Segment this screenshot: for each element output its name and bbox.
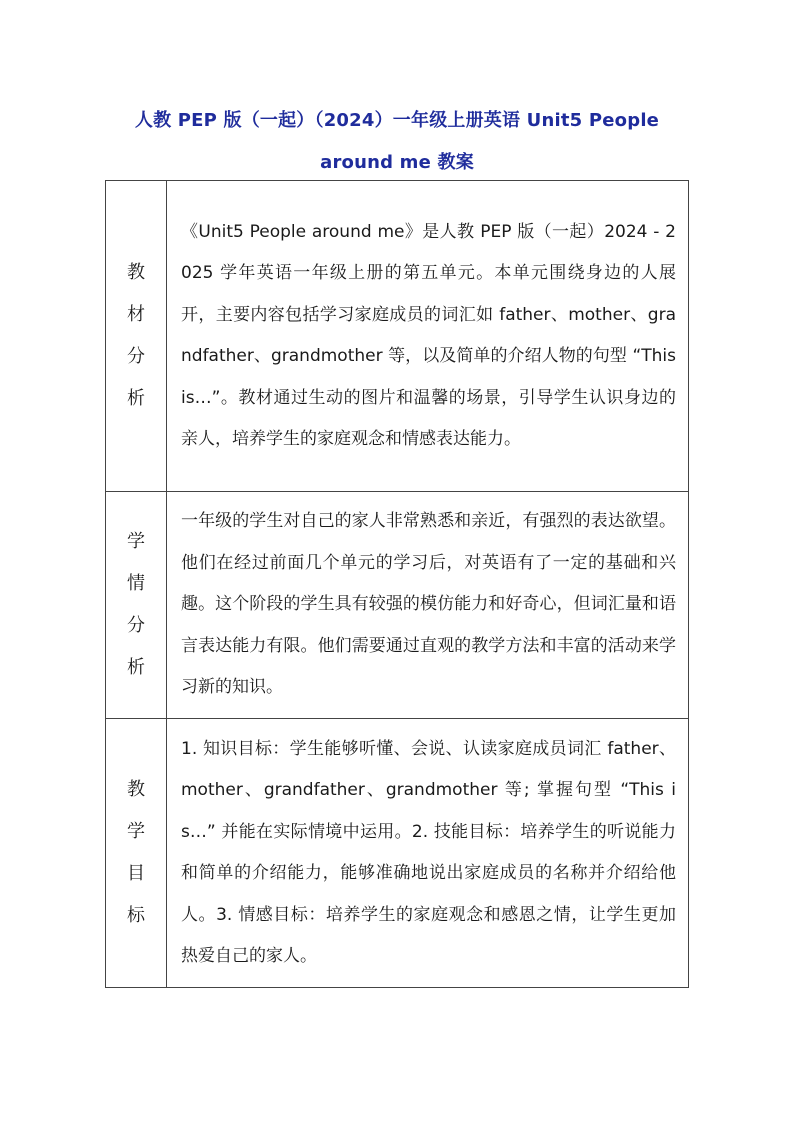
row-label-learner-analysis: 学情分析 [127,531,145,678]
row-content-textbook-analysis: 《Unit5 People around me》是人教 PEP 版（一起）2024 - 2025 学年英语一年级上册的第五单元。本单元围绕身边的人展开，主要内容包括学习家庭成员的词汇如 father、mother、grandfather、grandmother 等，以及简单的介绍人物的句型 “This is…”。教材通过生动的图片和温馨的场景，引导学生认识身边的亲人，培养学生的家庭观念和情感表达能力。 [167,181,689,492]
row-label-cell [106,181,167,492]
row-label-teaching-objectives: 教学目标 [127,779,145,926]
lesson-plan-table [105,180,689,988]
row-content-learner-analysis: 一年级的学生对自己的家人非常熟悉和亲近，有强烈的表达欲望。他们在经过前面几个单元的学习后，对英语有了一定的基础和兴趣。这个阶段的学生具有较强的模仿能力和好奇心，但词汇量和语言表达能力有限。他们需要通过直观的教学方法和丰富的活动来学习新的知识。 [167,492,689,719]
title-line-2: around me 教案 [320,152,474,173]
row-label-cell [106,719,167,988]
row-label-cell [106,492,167,719]
row-content-teaching-objectives: 1. 知识目标：学生能够听懂、会说、认读家庭成员词汇 father、mother、grandfather、grandmother 等; 掌握句型 “This is…” 并能在实际情境中运用。2. 技能目标：培养学生的听说能力和简单的介绍能力，能够准确地说出家庭成员的名称并介绍给他人。3. 情感目标：培养学生的家庭观念和感恩之情，让学生更加热爱自己的家人。 [167,719,689,988]
title-line-1: 人教 PEP 版（一起）（2024）一年级上册英语 Unit5 People [134,110,660,131]
row-label-textbook-analysis: 教材分析 [127,262,145,409]
table-row [106,492,689,719]
table-row [106,719,689,988]
table-row [106,181,689,492]
document-title [105,100,689,184]
